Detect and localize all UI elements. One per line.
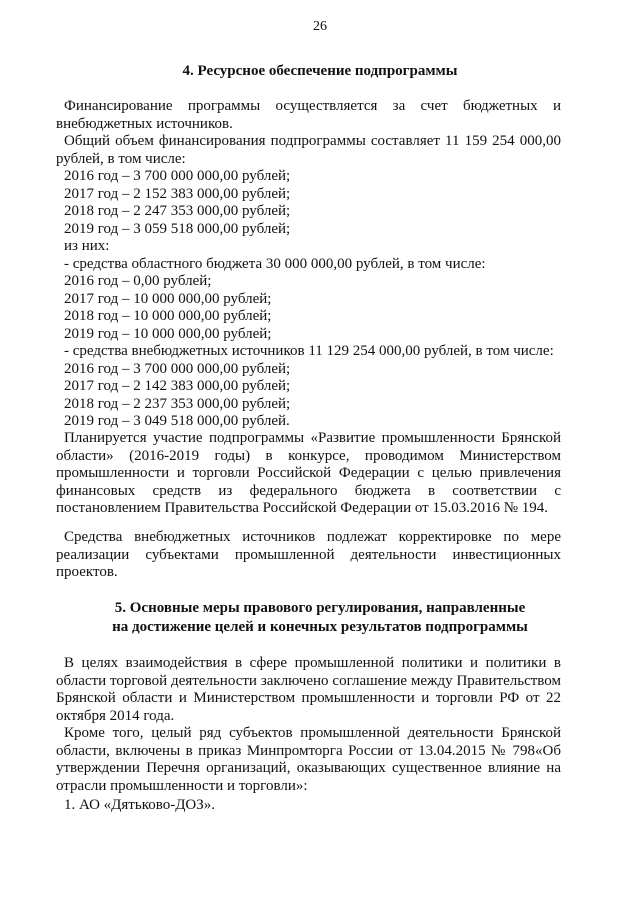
funding-line: 2019 год – 10 000 000,00 рублей;	[64, 325, 272, 342]
section-4-text	[56, 98, 561, 168]
organization-list	[56, 797, 569, 815]
funding-line: 2019 год – 3 059 518 000,00 рублей;	[64, 220, 291, 237]
funding-line: 2019 год – 3 049 518 000,00 рублей.	[64, 413, 290, 429]
funding-sources-paragraph: Финансирование программы осуществляется за счет бюджетных и внебюджетных источников.	[56, 98, 561, 132]
funding-line: 2016 год – 0,00 рублей;	[64, 273, 212, 289]
funding-line: из них:	[64, 238, 110, 254]
section-5-heading-line-2: на достижение целей и конечных результатов подпрограммы	[112, 619, 528, 635]
agreement-paragraph: В целях взаимодействия в сфере промышленной политики и политики в области торговой деятельности заключено соглашение между Правительством Брянской области и Министерством промышленности и торговли РФ от 22 октября 2014 года.	[56, 655, 561, 724]
organization-item: 1. АО «Дятьково-ДОЗ».	[64, 797, 216, 813]
funding-line: 2018 год – 10 000 000,00 рублей;	[64, 308, 272, 324]
funding-line: - средства областного бюджета 30 000 000,00 рублей, в том числе:	[64, 255, 486, 272]
order-paragraph: Кроме того, целый ряд субъектов промышленной деятельности Брянской области, включены в приказ Минпромторга России от 13.04.2015 № 798«Об утверждении Перечня организаций, оказывающих существенное влияние на отрасли промышленности и торговли»:	[56, 725, 561, 794]
funding-line: 2017 год – 2 142 383 000,00 рублей;	[64, 378, 291, 394]
section-5-text	[56, 655, 561, 795]
section-4-heading: 4. Ресурсное обеспечение подпрограммы	[182, 63, 458, 79]
competition-paragraph: Планируется участие подпрограммы «Развитие промышленности Брянской области» (2016-2019 годы) в конкурсе, проводимом Министерством промышленности и торговли Российской Федерации с целью привлечения финансовых средств из федерального бюджета в соответствии с постановлением Правительства Российской Федерации от 15.03.2016 № 194.	[56, 430, 561, 516]
page-number: 26	[313, 19, 327, 34]
funding-line: 2016 год – 3 700 000 000,00 рублей;	[64, 168, 291, 184]
funding-line: 2018 год – 2 247 353 000,00 рублей;	[64, 203, 291, 219]
funding-line: 2018 год – 2 237 353 000,00 рублей;	[64, 395, 291, 412]
adjustment-paragraph: Средства внебюджетных источников подлежат корректировке по мере реализации субъектами промышленной деятельности инвестиционных проектов.	[56, 529, 561, 580]
funding-line: 2016 год – 3 700 000 000,00 рублей;	[64, 360, 291, 377]
total-funding-paragraph: Общий объем финансирования подпрограммы составляет 11 159 254 000,00 рублей, в том числе:	[56, 133, 561, 167]
competition-participation	[56, 430, 561, 518]
funding-line: - средства внебюджетных источников 11 129 254 000,00 рублей, в том числе:	[64, 343, 554, 359]
extrabudget-adjustment	[56, 529, 561, 582]
funding-line: 2017 год – 10 000 000,00 рублей;	[64, 290, 272, 307]
funding-breakdown-list	[56, 168, 569, 431]
section-5-heading-line-1: 5. Основные меры правового регулирования, направленные	[114, 600, 526, 616]
funding-line: 2017 год – 2 152 383 000,00 рублей;	[64, 185, 291, 202]
